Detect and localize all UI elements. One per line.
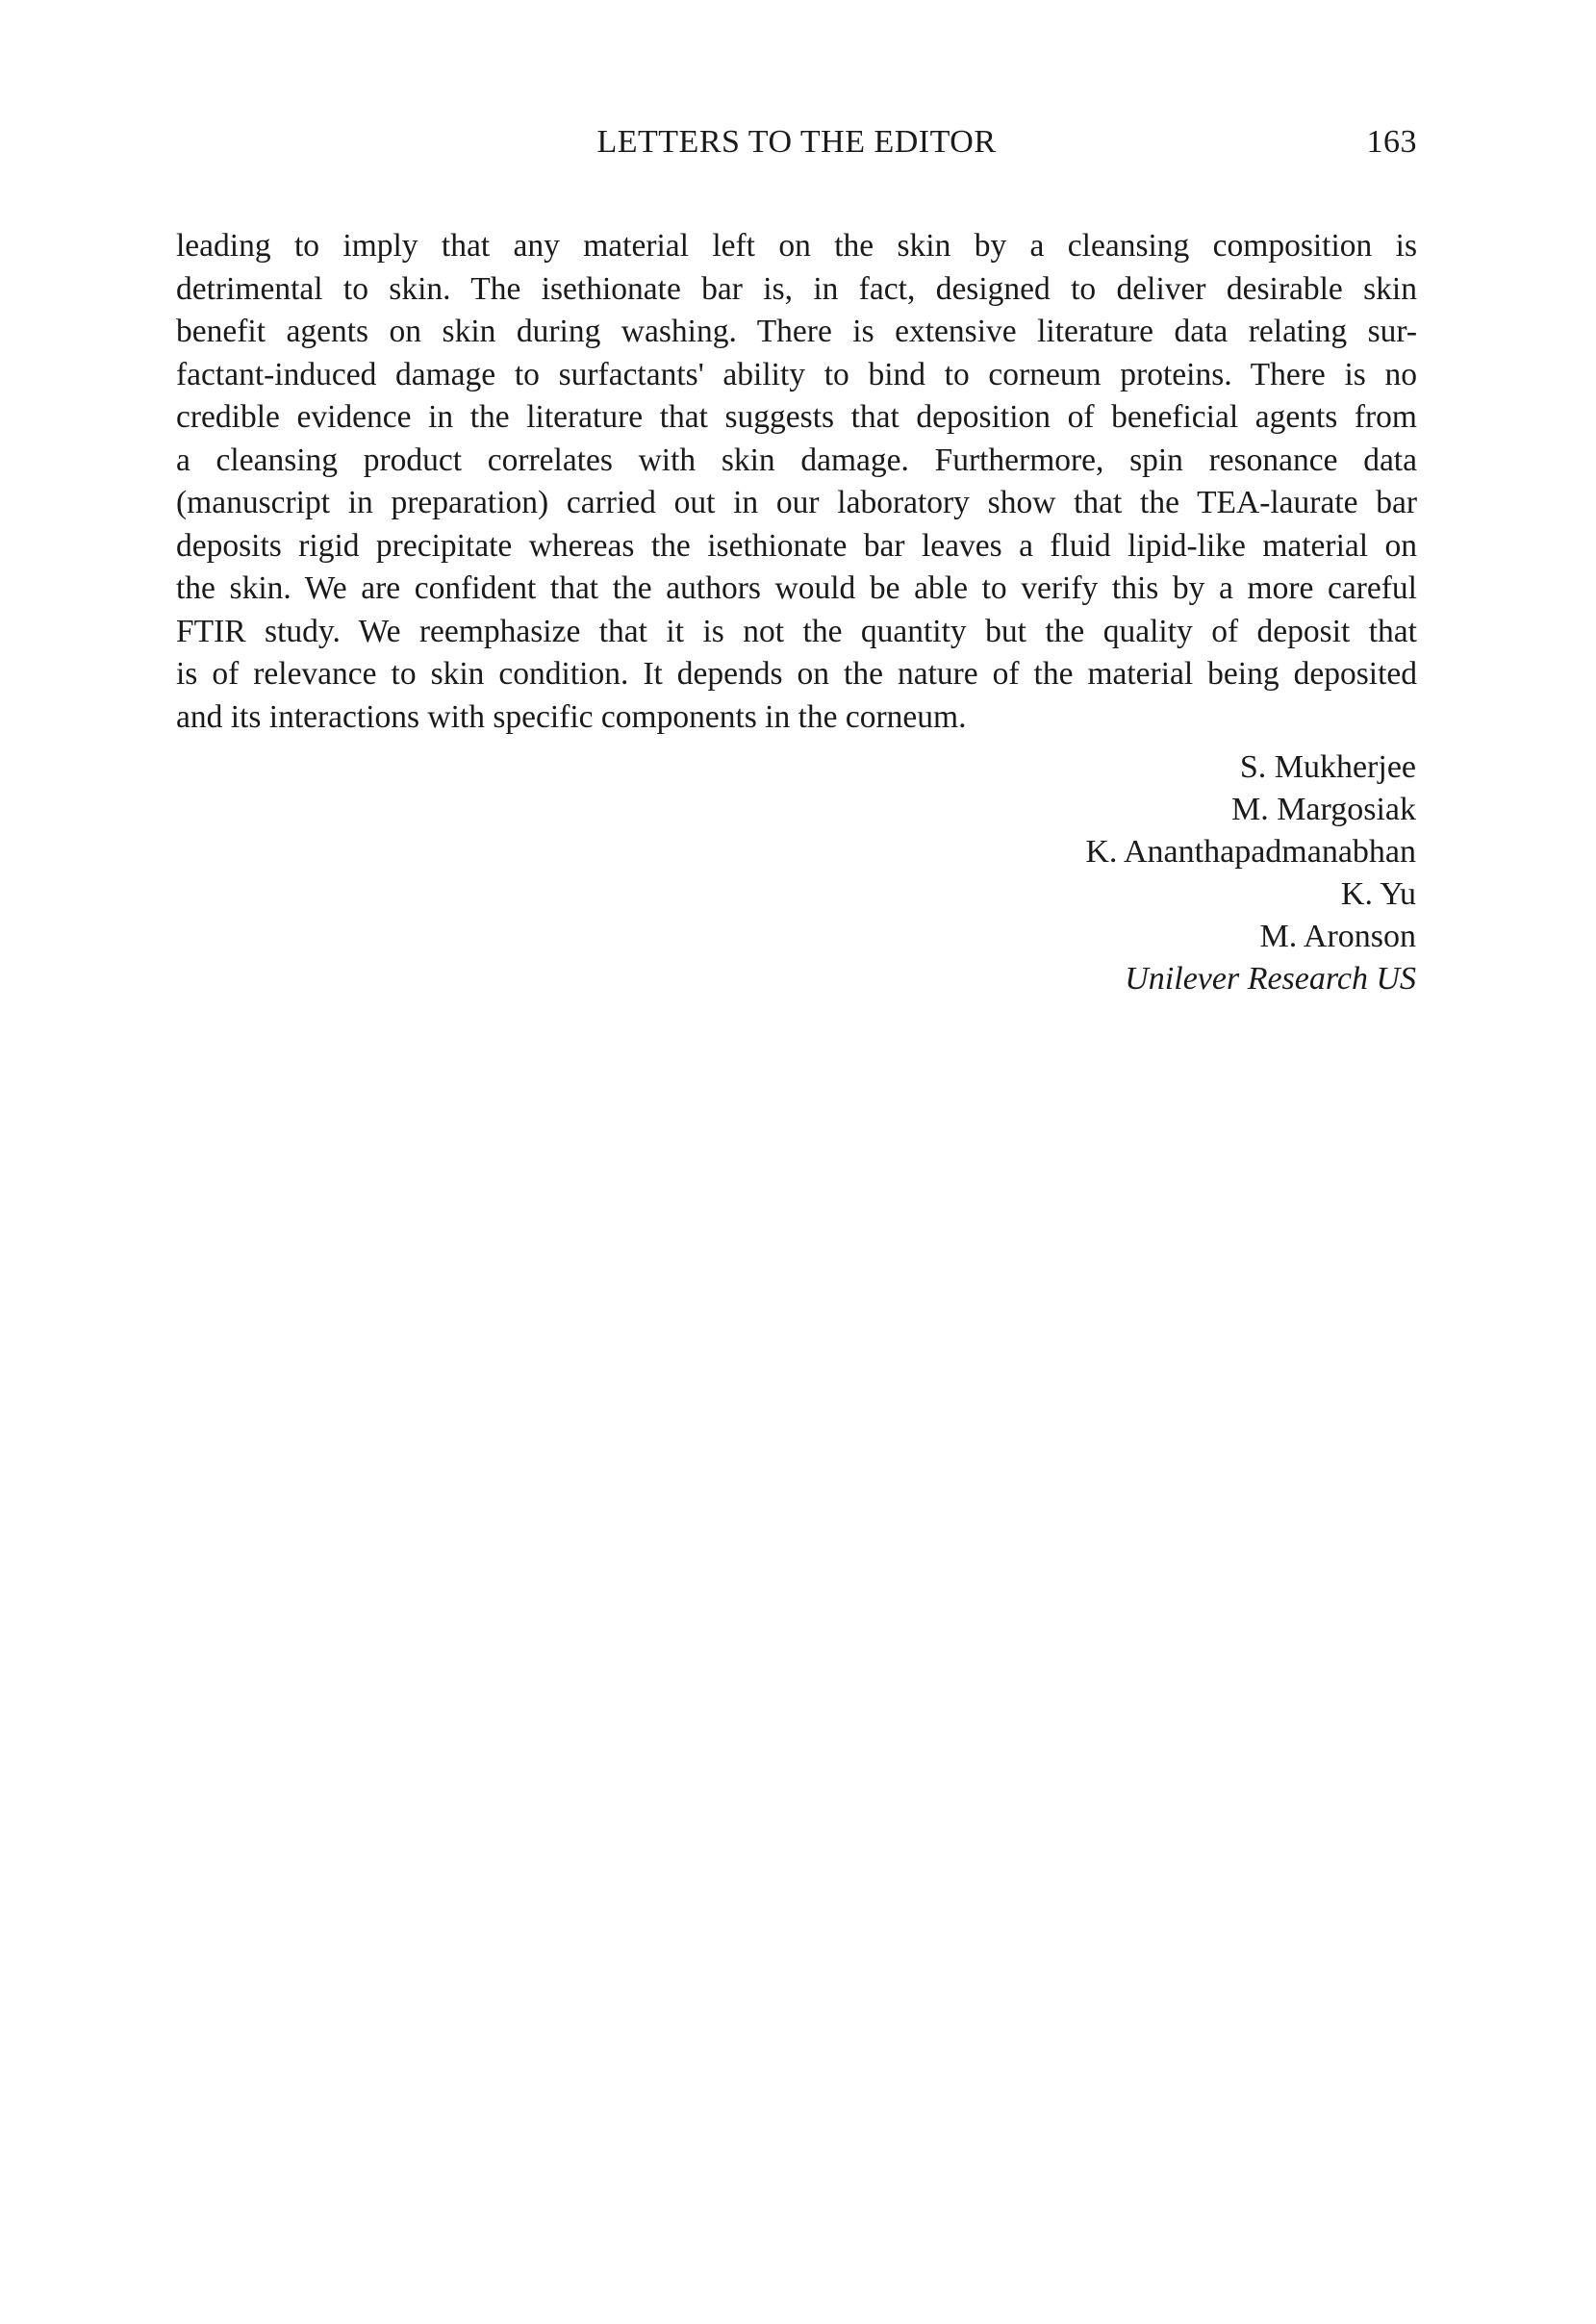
body-line: a cleansing product correlates with skin damage. Furthermore, spin resonance data <box>176 442 1417 478</box>
body-line: benefit agents on skin during washing. There is extensive literature data relating sur- <box>176 314 1417 349</box>
body-line: detrimental to skin. The isethionate bar is, in fact, designed to deliver desirable skin <box>176 270 1417 307</box>
running-title: LETTERS TO THE EDITOR <box>596 124 997 160</box>
body-line: the skin. We are confident that the authors would be able to verify this by a more careful <box>176 570 1417 606</box>
signature-block <box>866 746 1416 1000</box>
body-line: credible evidence in the literature that suggests that deposition of beneficial agents from <box>176 399 1417 435</box>
body-line: leading to imply that any material left on the skin by a cleansing composition is <box>176 228 1417 264</box>
letter-body <box>176 225 1417 739</box>
body-line: factant-induced damage to surfactants' ability to bind to corneum proteins. There is no <box>176 356 1417 392</box>
body-line: deposits rigid precipitate whereas the isethionate bar leaves a fluid lipid-like material on <box>176 527 1417 564</box>
author-name: M. Margosiak <box>1230 792 1416 827</box>
author-name: S. Mukherjee <box>1239 749 1416 785</box>
page-number: 163 <box>1366 124 1417 160</box>
body-line: and its interactions with specific components in the corneum. <box>176 698 967 735</box>
author-name: M. Aronson <box>1259 919 1416 954</box>
author-name: K. Yu <box>1340 876 1416 912</box>
author-affiliation: Unilever Research US <box>1125 961 1416 997</box>
running-header <box>176 121 1417 164</box>
body-line: is of relevance to skin condition. It depends on the nature of the material being deposited <box>176 656 1417 692</box>
body-line: (manuscript in preparation) carried out in our laboratory show that the TEA-laurate bar <box>176 485 1417 520</box>
author-name: K. Ananthapadmanabhan <box>1085 834 1416 870</box>
body-line: FTIR study. We reemphasize that it is not the quantity but the quality of deposit that <box>176 613 1417 649</box>
